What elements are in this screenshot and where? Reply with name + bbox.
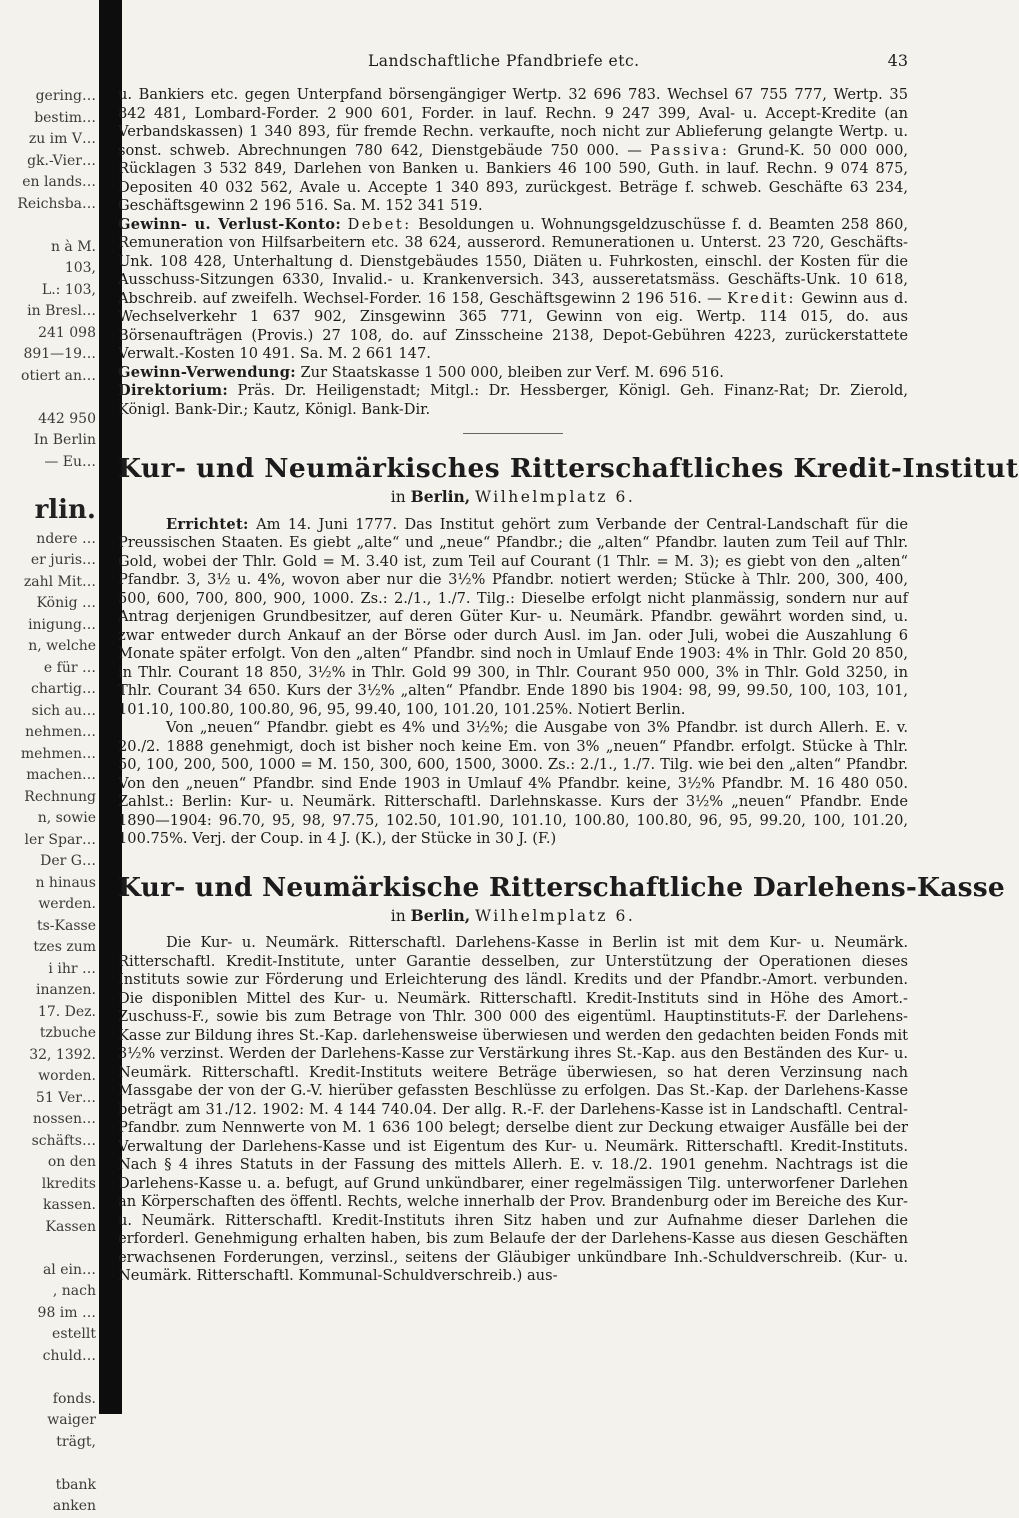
left-fragment-line: chartig… [31,681,96,697]
kredit-text: Gewinn aus d. Wechselverkehr 1 637 902, Zinsgewinn 365 771, Gewinn von eig. Wertp. 114 015, do. aus Börsenaufträgen (Provis.) 27 108, do. auf Zinsscheine 2138, Depot-Gebühren 4223, zurückerstattete Verwalt.-Kosten 10 491. Sa. M. 2 661 147. [118,289,909,362]
left-fragment-line: bestim… [34,109,96,126]
left-fragment-line: ts-Kasse [36,917,96,934]
section2-title: Kur- und Neumärkisches Ritterschaftliches Kredit-Institut [118,453,1019,484]
left-fragment-line: tzes zum [33,939,96,955]
section1-balance [118,86,908,216]
left-fragment-line: nehmen… [25,724,96,740]
gv-label: Gewinn- u. Verlust-Konto: [118,215,342,233]
left-fragment-line: sich au… [31,702,96,719]
left-fragment-line: 98 im … [37,1304,96,1321]
left-fragment-line: 442 950 [38,410,96,427]
left-fragment-line: ler Spar… [24,831,96,848]
page-number: 43 [887,51,908,70]
passiva-label: Passiva: [649,141,730,159]
section3-para: Die Kur- u. Neumärk. Ritterschaftl. Darlehens-Kasse in Berlin ist mit dem Kur- u. Neumärk. Ritterschaftl. Kredit-Institute, unter Garantie desselben, zur Unterstützung der Operationen dieses Instituts sowie zur Förderung und Erleichterung des ländl. Kredits und der Pfandbr.-Amort. verbunden. Die disponiblen Mittel des Kur- u. Neumärk. Ritterschaftl. Kredit-Instituts sind in Höhe des Amort.-Zuschuss-F., sowie bis zum Betrage von Thlr. 300 000 des eigentüml. Hauptinstituts-F. der Darlehens-Kasse zur Bildung ihres St.-Kap. darlehensweise überwiesen und werden den gedachten beiden Fonds mit 3½% verzinst. Werden der Darlehens-Kasse zur Verstärkung ihres St.-Kap. aus den Beständen des Kur- u. Neumärk. Ritterschaftl. Kredit-Instituts weitere Beträge überwiesen, so hat deren Verzinsung nach Massgabe der von der G.-V. hierüber gefassten Beschlüsse zu erfolgen. Das St.-Kap. der Darlehens-Kasse beträgt am 31./12. 1902: M. 4 144 740.04. Der allg. R.-F. der Darlehens-Kasse ist in Landschaftl. Central-Pfandbr. zum Nennwerte von M. 1 636 100 belegt; derselbe dient zur Deckung etwaiger Ausfälle bei der Verwaltung der Darlehens-Kasse und ist Eigentum des Kur- u. Neumärk. Ritterschaftl. Kredit-Instituts. Nach § 4 ihres Statuts in der Fassung des mittels Allerh. E. v. 18./2. 1901 genehm. Nachtrags ist die Darlehens-Kasse u. a. befugt, auf Grund unkündbarer, einer regelmässigen Tilg. unterworfener Darlehen an Körperschaften des öffentl. Rechts, welche innerhalb der Prov. Brandenburg oder im Bereiche des Kur- u. Neumärk. Ritterschaftl. Kredit-Instituts ihren Sitz haben und zur Aufnahme dieser Darlehen die erforderl. Genehmigung erhalten haben, bis zum Belaufe der der Darlehens-Kasse aus diesen Geschäften erwachsenen Forderungen, verzinsl., seitens der Gläubiger unkündbare Inh.-Schuldverschreib. (Kur- u. Neumärk. Ritterschaftl. Kommunal-Schuldverschreib.) aus- [118,934,908,1284]
left-fragment-line: inanzen. [36,982,96,998]
left-fragment-line: inigung… [28,616,96,633]
left-fragment-line: Kassen [45,1218,96,1235]
left-fragment-line: schäfts… [31,1132,96,1149]
left-fragment-line: nossen… [32,1111,96,1127]
left-fragment-line: zahl Mit… [23,573,96,590]
left-fragment-line: 17. Dez. [37,1003,96,1020]
left-fragment-line: otiert an… [21,367,96,384]
running-title: Landschaftliche Pfandbriefe etc. [368,52,640,70]
left-fragment-line: gk.-Vier… [27,152,96,169]
left-fragment-line: anken [52,1498,96,1514]
left-fragment-line: 103, [64,260,96,276]
left-fragment-line: — Eu… [44,453,96,470]
left-fragment-line: fonds. [52,1390,96,1407]
left-fragment-line: tbank [55,1476,96,1493]
left-fragment-line: er juris… [30,552,96,568]
debet-text: Besoldungen u. Wohnungsgeldzuschüsse f. d. Beamten 258 860, Remuneration von Hilfsarbeitern etc. 38 624, ausserord. Remunerationen u. Unterst. 23 720, Geschäfts-Unk. 108 428, Unterhaltung d. Dienstgebäudes 1550, Diäten u. Fuhrkosten, einschl. der Kosten für die Ausschuss-Sitzungen 6330, Invalid.- u. Krankenversich. 343, ausseretatsmäss. Geschäfts-Unk. 10 618, Abschreib. auf zweifelh. Wechsel-Forder. 16 158, Geschäftsgewinn 2 196 516. — [118,215,909,307]
left-fragment-line: L.: 103, [41,281,96,298]
left-fragment-line: 241 098 [38,324,96,341]
direktorium-text: Präs. Dr. Heiligenstadt; Mitgl.: Dr. Hessberger, Königl. Geh. Finanz-Rat; Dr. Zierold, Königl. Bank-Dir.; Kautz, Königl. Bank-Dir. [118,382,909,418]
section1-gv [118,216,908,364]
left-fragment-heading: rlin. [34,494,96,525]
left-page-fragment [0,86,96,1514]
left-fragment-line: In Berlin [33,432,96,448]
address-city: Berlin, [410,487,471,506]
section3-address [118,907,908,926]
left-fragment-line: 891—19… [23,346,96,362]
left-fragment-line: i ihr … [48,960,96,977]
left-fragment-line: mehmen… [20,745,96,762]
page-content [118,51,1019,1286]
left-fragment-line: al ein… [42,1261,96,1278]
left-fragment-line: Der G… [40,853,96,869]
left-fragment-line: ndere … [36,530,96,547]
left-fragment-line: n, sowie [37,810,96,826]
left-fragment-line: gering… [35,88,96,104]
left-fragment-line: werden. [38,896,96,912]
section2-address [118,488,908,507]
section3-title: Kur- und Neumärkische Ritterschaftliche Darlehens-Kasse [118,871,1005,903]
aktiva-text: u. Bankiers etc. gegen Unterpfand börsengängiger Wertp. 32 696 783. Wechsel 67 755 777, Wertp. 35 842 481, Lombard-Forder. 2 900 601, Forder. in lauf. Rechn. 9 247 399, Aval- u. Accept-Kredite (an Verbandskassen) 1 340 893, für fremde Rechn. verkaufte, noch nicht zur Ablieferung gelangte Wertp. u. sonst. schweb. Abrechnungen 780 642, Dienstgebäude 750 000. — [118,86,908,159]
section2-para1-text: Am 14. Juni 1777. Das Institut gehört zum Verbande der Central-Landschaft für die Preussischen Staaten. Es giebt „alte“ und „neue“ Pfandbr.; die „alten“ Pfandbr. lauten zum Teil auf Thlr. Gold, wobei der Thlr. Gold = M. 3.40 ist, zum Teil auf Courant (1 Thlr. = M. 3); es giebt von den „alten“ Pfandbr. 3, 3½ u. 4%, wovon aber nur die 3½% Pfandbr. notiert werden; Stücke à Thlr. 200, 300, 400, 500, 600, 700, 800, 900, 1000. Zs.: 2./1., 1./7. Tilg.: Dieselbe erfolgt nicht planmässig, sondern nur auf Antrag derjenigen Grundbesitzer, auf deren Güter Kur- u. Neumärk. Pfandbr. gewährt worden sind, u. zwar entweder durch Ankauf an der Börse oder durch Ausl. im Jan. oder Juli, wobei die Auszahlung 6 Monate später erfolgt. Von den „alten“ Pfandbr. sind noch in Umlauf Ende 1903: 4% in Thlr. Gold 20 850, in Thlr. Courant 18 850, 3½% in Thlr. Gold 99 300, in Thlr. Courant 950 000, 3% in Thlr. Gold 3250, in Thlr. Courant 34 650. Kurs der 3½% „alten“ Pfandbr. Ende 1890 bis 1904: 98, 99, 99.50, 100, 103, 101, 101.10, 100.80, 100.80, 96, 95, 99.40, 100, 101.20, 101.25%. Notiert Berlin. [118,515,908,718]
left-fragment-line: tzbuche [39,1025,96,1041]
debet-label: Debet: [347,215,412,233]
left-fragment-line: 51 Ver… [35,1089,96,1106]
left-fragment-line: machen… [26,767,96,783]
left-fragment-line: n hinaus [35,874,96,891]
left-fragment-line: on den [47,1154,96,1170]
section2-para2: Von „neuen“ Pfandbr. giebt es 4% und 3½%; die Ausgabe von 3% Pfandbr. ist durch Allerh. E. v. 20./2. 1888 genehmigt, doch ist bisher noch keine Em. von 3% „neuen“ Pfandbr. erfolgt. Stücke à Thlr. 50, 100, 200, 500, 1000 = M. 150, 300, 600, 1500, 3000. Zs.: 2./1., 1./7. Tilg. wie bei den „alten“ Pfandbr. Von den „neuen“ Pfandbr. sind Ende 1903 in Umlauf 4% Pfandbr. keine, 3½% Pfandbr. M. 16 480 050. Zahlst.: Berlin: Kur- u. Neumärk. Ritterschaftl. Darlehnskasse. Kurs der 3½% „neuen“ Pfandbr. Ende 1890—1904: 96.70, 95, 98, 97.75, 102.50, 101.90, 101.10, 100.80, 100.80, 96, 95, 99.20, 100, 101.20, 100.75%. Verj. der Coup. in 4 J. (K.), der Stücke in 30 J. (F.) [118,719,908,847]
section-divider [463,433,563,434]
verwendung-text: Zur Staatskasse 1 500 000, bleiben zur Verf. M. 696 516. [300,363,724,381]
left-fragment-line: chuld… [42,1347,96,1364]
section1-verwendung [118,364,908,383]
left-fragment-line: kassen. [43,1197,96,1213]
left-fragment-line: n, welche [28,638,96,654]
section-gap [118,849,908,869]
section2-para1 [118,516,908,720]
errichtet-label: Errichtet: [166,515,249,533]
left-fragment-line: en lands… [22,174,96,190]
address-street: Wilhelmplatz 6. [475,488,636,506]
address-prefix: in [390,488,406,506]
verwendung-label: Gewinn-Verwendung: [118,363,296,381]
kredit-label: Kredit: [727,289,796,307]
left-fragment-line: n à M. [50,238,96,255]
left-fragment-line: zu im V… [28,131,96,147]
address-city: Berlin, [410,905,471,925]
left-fragment-line: in Bresl… [27,303,96,319]
direktorium-label: Direktorium: [118,382,229,399]
address-prefix: in [390,906,406,925]
left-fragment-line: König … [36,595,96,611]
running-head [118,52,908,86]
left-fragment-line: 32, 1392. [29,1046,96,1063]
left-fragment-line: e für … [43,659,96,676]
left-fragment-line: waiger [47,1412,96,1428]
left-fragment-line: worden. [38,1068,96,1084]
left-fragment-line: lkredits [41,1175,96,1192]
left-fragment-line: trägt, [56,1433,96,1450]
passiva-text: Grund-K. 50 000 000, Rücklagen 3 532 849, Darlehen von Banken u. Bankiers 46 100 590, Guth. in lauf. Rechn. 9 074 875, Depositen 40 032 562, Avale u. Accepte 1 340 893, zurückgest. Beträge f. schweb. Geschäfte 63 234, Geschäftsgewinn 2 196 516. Sa. M. 152 341 519. [118,141,908,214]
left-fragment-line: estellt [52,1326,96,1342]
address-street: Wilhelmplatz 6. [475,906,636,925]
left-fragment-line: Reichsba… [17,195,96,212]
left-fragment-line: , nach [52,1283,96,1299]
left-fragment-line: Rechnung [24,788,96,805]
section1-direktorium [118,382,908,419]
